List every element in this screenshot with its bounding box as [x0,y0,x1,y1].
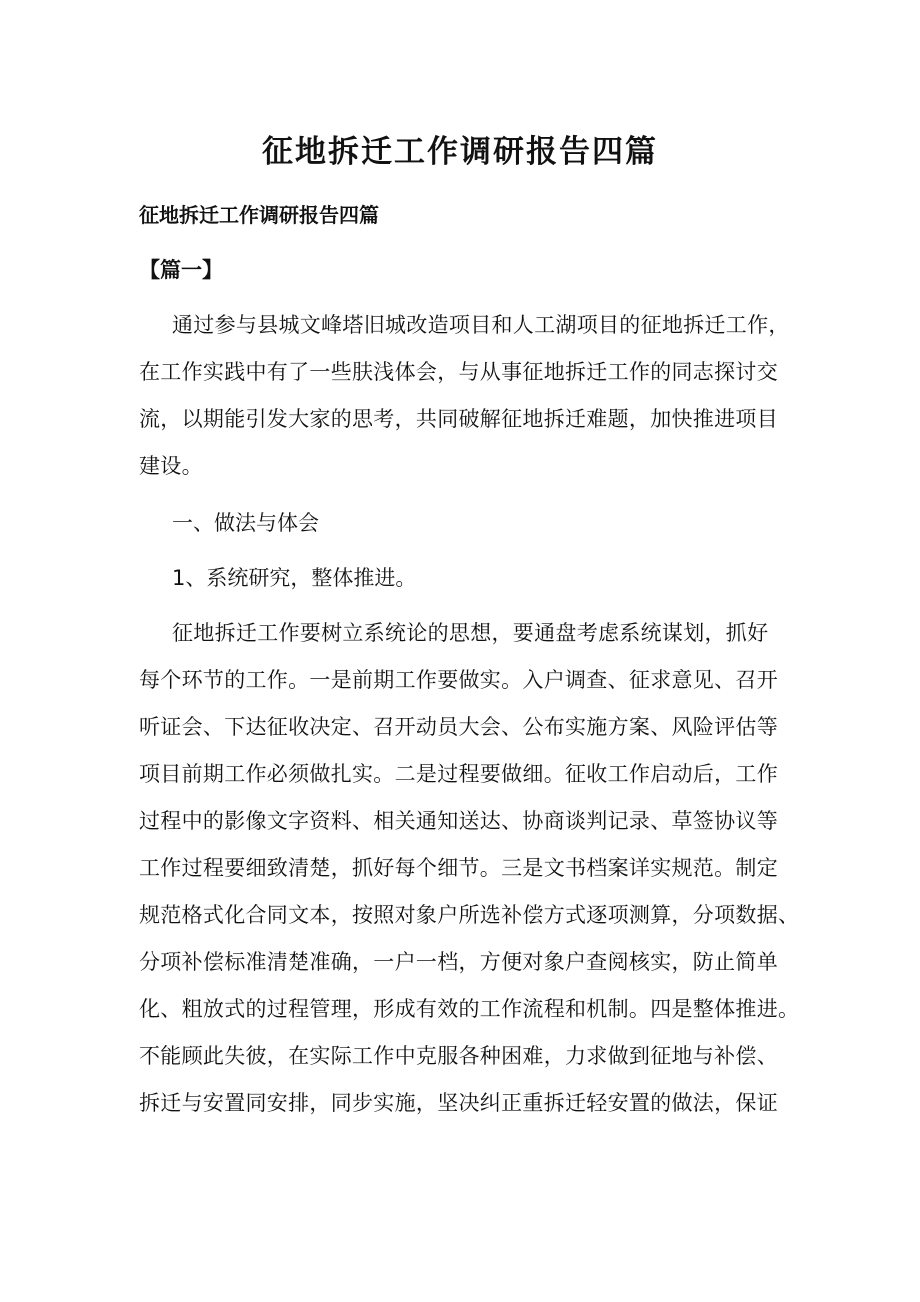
text-line: 每个环节的工作。一是前期工作要做实。入户调查、征求意见、召开 [139,668,778,692]
text-line: 不能顾此失彼，在实际工作中克服各种困难，力求做到征地与补偿、 [139,1044,778,1068]
text-line: 建设。 [139,454,203,478]
text-line: 征地拆迁工作要树立系统论的思想，要通盘考虑系统谋划，抓好 [172,621,769,645]
text-line: 通过参与县城文峰塔旧城改造项目和人工湖项目的征地拆迁工作， [172,313,790,337]
document-subtitle: 征地拆迁工作调研报告四篇 [139,203,379,227]
text-line: 项目前期工作必须做扎实。二是过程要做细。征收工作启动后，工作 [139,762,778,786]
text-line: 过程中的影像文字资料、相关通知送达、协商谈判记录、草签协议等 [139,809,778,833]
text-line: 规范格式化合同文本，按照对象户所选补偿方式逐项测算，分项数据、 [139,903,800,927]
text-line: 工作过程要细致清楚，抓好每个细节。三是文书档案详实规范。制定 [139,856,778,880]
section-heading: 一、做法与体会 [172,511,319,535]
subsection-heading: 1、系统研究，整体推进。 [172,566,417,590]
document-title: 征地拆迁工作调研报告四篇 [262,134,658,170]
intro-paragraph [139,302,789,490]
text-line: 听证会、下达征收决定、召开动员大会、公布实施方案、风险评估等 [139,715,778,739]
text-line: 在工作实践中有了一些肤浅体会，与从事征地拆迁工作的同志探讨交 [139,360,778,384]
body-paragraph [139,610,800,1127]
text-line: 流，以期能引发大家的思考，共同破解征地拆迁难题，加快推进项目 [139,407,778,431]
text-line: 化、粗放式的过程管理，形成有效的工作流程和机制。四是整体推进。 [139,997,800,1021]
section-label: 【篇一】 [139,258,223,282]
text-line: 分项补偿标准清楚准确，一户一档，方便对象户查阅核实，防止简单 [139,950,778,974]
text-line: 拆迁与安置同安排，同步实施，坚决纠正重拆迁轻安置的做法，保证 [139,1091,778,1115]
